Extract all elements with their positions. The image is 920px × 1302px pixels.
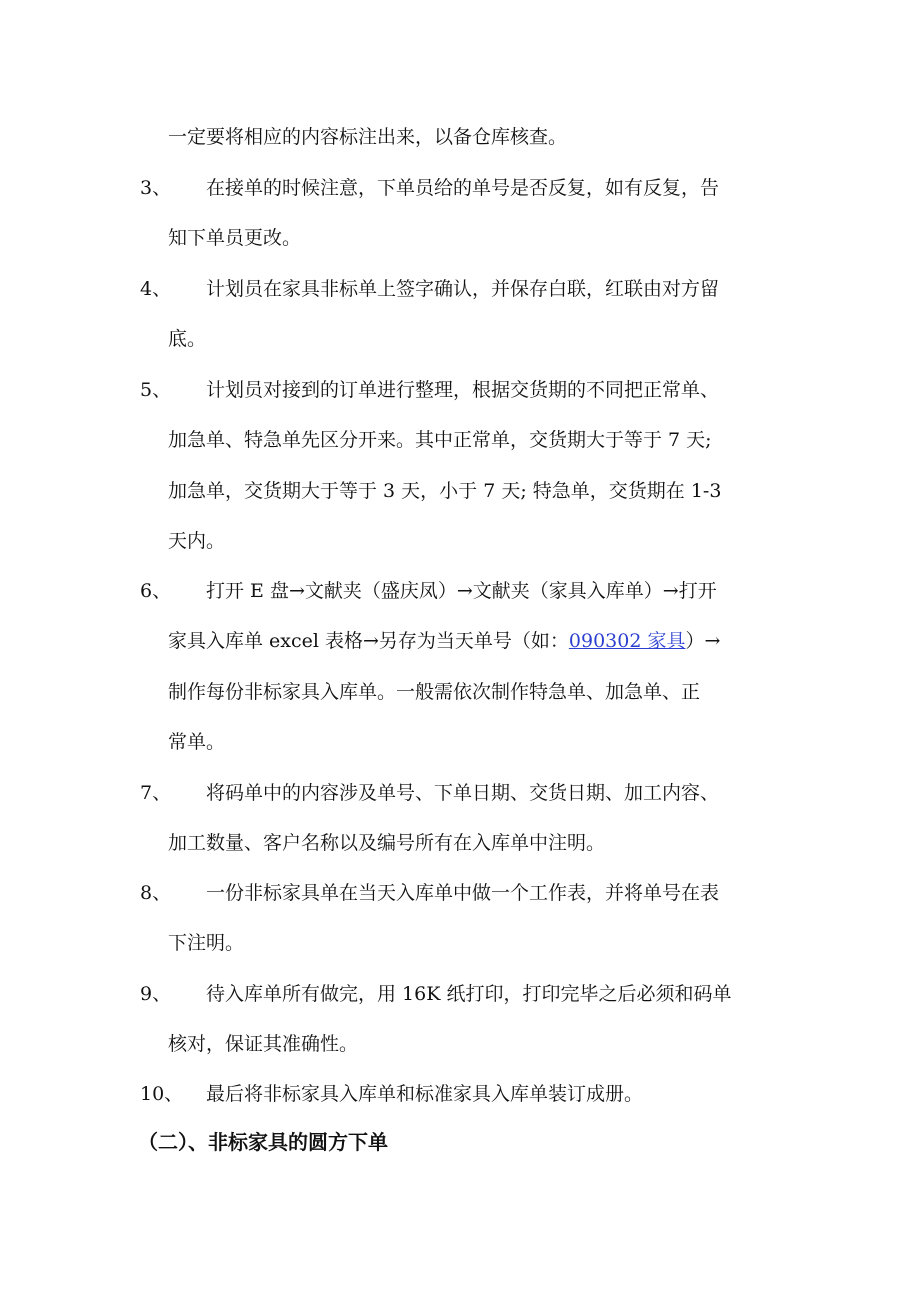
- list-item-number: 9、: [140, 983, 172, 1005]
- list-item-line: 常单。: [168, 731, 226, 753]
- section-heading: （二）、非标家具的圆方下单: [138, 1130, 388, 1154]
- list-item-number: 6、: [140, 580, 172, 602]
- list-item-line: 待入库单所有做完，用 16K 纸打印，打印完毕之后必须和码单: [206, 983, 732, 1005]
- list-item-line: 加工数量、客户名称以及编号所有在入库单中注明。: [168, 832, 606, 854]
- continuation-line: 一定要将相应的内容标注出来，以备仓库核查。: [168, 126, 568, 148]
- list-item-line: 加急单，交货期大于等于 3 天，小于 7 天; 特急单，交货期在 1-3: [168, 480, 722, 502]
- list-item-line: 制作每份非标家具入库单。一般需依次制作特急单、加急单、正: [168, 681, 701, 703]
- link-prefix-text: 家具入库单 excel 表格→另存为当天单号（如：: [168, 630, 569, 652]
- link-suffix-text: ）→: [685, 630, 721, 652]
- list-item-line: 知下单员更改。: [168, 227, 302, 249]
- list-item-number: 10、: [140, 1083, 184, 1105]
- list-item-number: 8、: [140, 882, 172, 904]
- list-item-line: 天内。: [168, 530, 226, 552]
- list-item-line: 下注明。: [168, 932, 245, 954]
- list-item-number: 3、: [140, 177, 172, 199]
- list-item-number: 4、: [140, 278, 172, 300]
- list-item-line: 加急单、特急单先区分开来。其中正常单，交货期大于等于 7 天;: [168, 429, 712, 451]
- list-item-line: 最后将非标家具入库单和标准家具入库单装订成册。: [206, 1083, 644, 1105]
- list-item-line: 打开 E 盘→文献夹（盛庆凤）→文献夹（家具入库单）→打开: [206, 580, 717, 602]
- list-item-line: 底。: [168, 328, 207, 350]
- list-item-line: 计划员在家具非标单上签字确认，并保存白联，红联由对方留: [206, 278, 720, 300]
- list-item-line: 一份非标家具单在当天入库单中做一个工作表，并将单号在表: [206, 882, 720, 904]
- filename-link[interactable]: 090302 家具: [568, 630, 686, 652]
- list-item-number: 5、: [140, 379, 172, 401]
- list-item-line: 计划员对接到的订单进行整理，根据交货期的不同把正常单、: [206, 379, 720, 401]
- list-item-line: 核对，保证其准确性。: [168, 1033, 359, 1055]
- list-item-line: 在接单的时候注意，下单员给的单号是否反复，如有反复，告: [206, 177, 720, 199]
- list-item-number: 7、: [140, 782, 172, 804]
- list-item-line: 将码单中的内容涉及单号、下单日期、交货日期、加工内容、: [206, 782, 720, 804]
- list-item-line-with-link: [168, 628, 720, 654]
